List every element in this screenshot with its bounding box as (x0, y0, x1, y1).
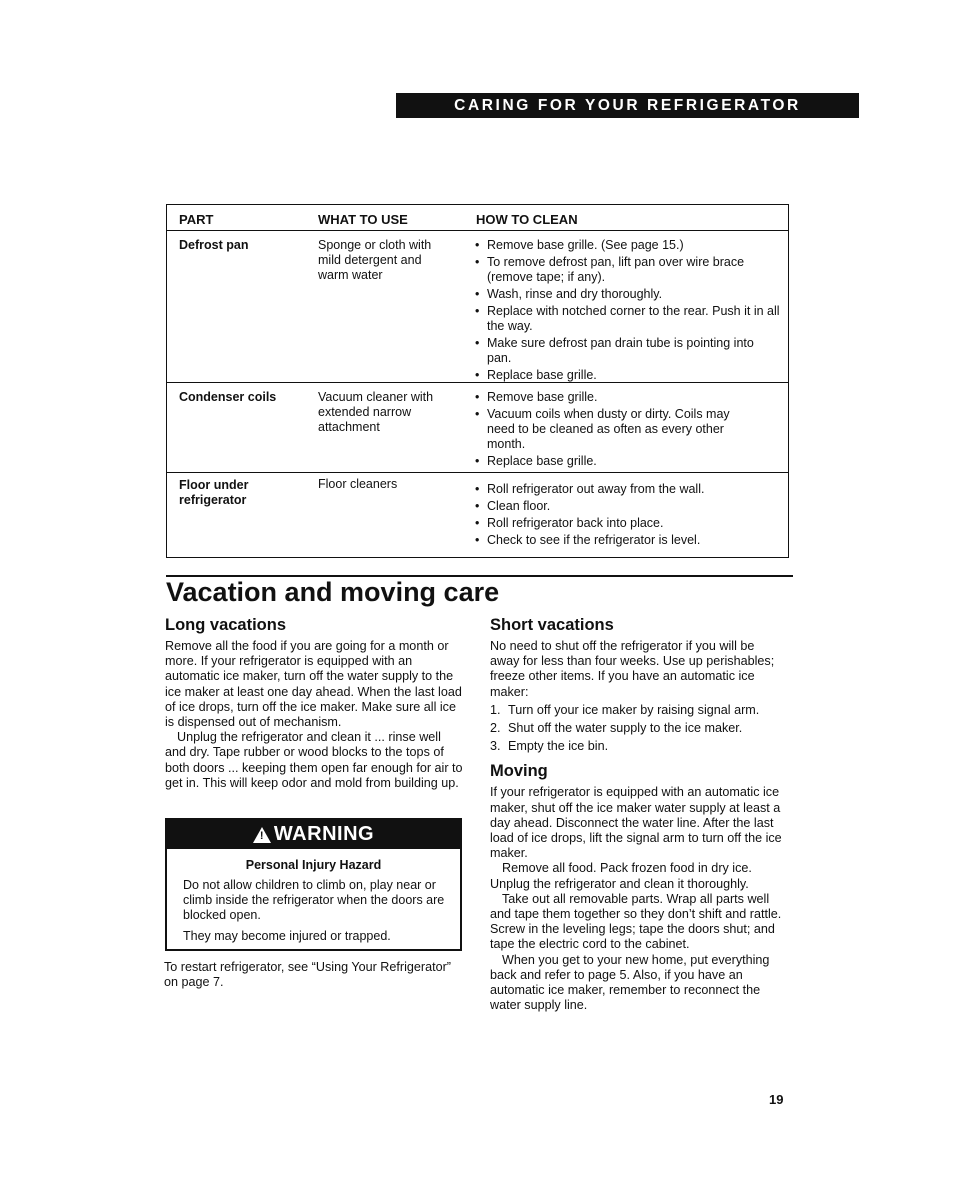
list-item: • Replace base grille. (475, 454, 755, 469)
long-vacations-para: Unplug the refrigerator and clean it ... rinse well and dry. Tape rubber or wood blocks to the tops of both doors ... keeping them open far enough for air to get in. This will keep odor and mold from building up. (165, 730, 463, 790)
row-how-to-clean (475, 390, 755, 471)
row-what-to-use: Vacuum cleaner with extended narrow attachment (318, 390, 434, 434)
list-item: • Remove base grille. (475, 390, 755, 405)
list-item: • Vacuum coils when dusty or dirty. Coils may need to be cleaned as often as every other month. (475, 407, 755, 452)
list-item: • Replace with notched corner to the rear. Push it in all the way. (475, 304, 780, 334)
long-vacations-section (165, 616, 465, 791)
warning-body (167, 878, 460, 944)
header-how-to-clean: HOW TO CLEAN (476, 212, 578, 227)
list-item: • Remove base grille. (See page 15.) (475, 238, 780, 253)
row-part: Floor under refrigerator (179, 478, 249, 507)
moving-para: Take out all removable parts. Wrap all parts well and tape them together so they don’t shift and rattle. Screw in the leveling legs; tape the doors shut; and tape the electric cord to the cabinet. (490, 891, 782, 952)
table-header-row (167, 205, 788, 231)
warning-title: Personal Injury Hazard (245, 858, 382, 872)
warning-box (165, 818, 462, 951)
cleaning-table (166, 204, 789, 558)
moving-para: Unplug the refrigerator and clean it thoroughly. (490, 876, 749, 891)
header-what-to-use: WHAT TO USE (318, 212, 408, 227)
long-vacations-para: Remove all the food if you are going for a month or more. If your refrigerator is equipped with an automatic ice maker, turn off the water supply to the ice maker at least one day ahead. When the last load of ice drops, turn off the ice maker. Make sure all ice is dispensed out of mechanism. (165, 639, 462, 730)
list-item: • Roll refrigerator back into place. (475, 516, 780, 531)
moving-para: Remove all food. Pack frozen food in dry ice. (502, 861, 752, 876)
short-vacations-steps (490, 703, 786, 755)
moving-para: When you get to your new home, put everything back and refer to page 5. Also, if you have an automatic ice maker, remember to reconnect the water supply line. (490, 952, 770, 1013)
row-how-to-clean (475, 482, 780, 550)
list-item: 3. Empty the ice bin. (490, 739, 609, 754)
warning-label: WARNING (273, 823, 375, 845)
row-how-to-clean (475, 238, 780, 385)
table-row-condenser-coils (167, 383, 788, 473)
page-title: Vacation and moving care (166, 577, 500, 607)
long-vacations-heading: Long vacations (165, 616, 287, 634)
list-item: • To remove defrost pan, lift pan over wire brace (remove tape; if any). (475, 255, 780, 285)
warning-triangle-icon: ! (253, 827, 271, 843)
list-item: 2. Shut off the water supply to the ice maker. (490, 721, 743, 736)
row-what-to-use: Floor cleaners (318, 477, 398, 491)
list-item: • Clean floor. (475, 499, 780, 514)
warning-text: Do not allow children to climb on, play near or climb inside the refrigerator when the doors are blocked open. (183, 878, 445, 923)
table-row-defrost-pan (167, 230, 788, 383)
short-vacations-section (490, 616, 786, 1013)
row-what-to-use: Sponge or cloth with mild detergent and warm water (318, 238, 432, 282)
row-part: Defrost pan (179, 238, 249, 252)
list-item: • Check to see if the refrigerator is level. (475, 533, 780, 548)
short-vacations-heading: Short vacations (490, 616, 614, 634)
list-item: 1. Turn off your ice maker by raising signal arm. (490, 702, 760, 717)
table-row-floor (167, 473, 788, 557)
page-number: 19 (769, 1092, 784, 1107)
restart-note: To restart refrigerator, see “Using Your Refrigerator” on page 7. (164, 960, 451, 990)
short-vacations-intro: No need to shut off the refrigerator if you will be away for less than four weeks. Use up perishables; freeze other items. If you have an automatic ice maker: (490, 639, 775, 699)
moving-heading: Moving (490, 762, 548, 781)
list-item: • Make sure defrost pan drain tube is pointing into pan. (475, 336, 780, 366)
section-header-bar (396, 93, 859, 118)
list-item: • Wash, rinse and dry thoroughly. (475, 287, 780, 302)
warning-header (167, 820, 460, 849)
moving-para: If your refrigerator is equipped with an automatic ice maker, shut off the ice maker water supply at least a day ahead. Disconnect the water line. After the last load of ice drops, lift the signal arm to turn off the ice maker. (490, 785, 782, 861)
section-header-title: CARING FOR YOUR REFRIGERATOR (454, 96, 801, 114)
warning-text: They may become injured or trapped. (183, 928, 391, 943)
header-part: PART (179, 212, 214, 227)
row-part: Condenser coils (179, 390, 277, 404)
list-item: • Replace base grille. (475, 368, 780, 383)
list-item: • Roll refrigerator out away from the wall. (475, 482, 780, 497)
